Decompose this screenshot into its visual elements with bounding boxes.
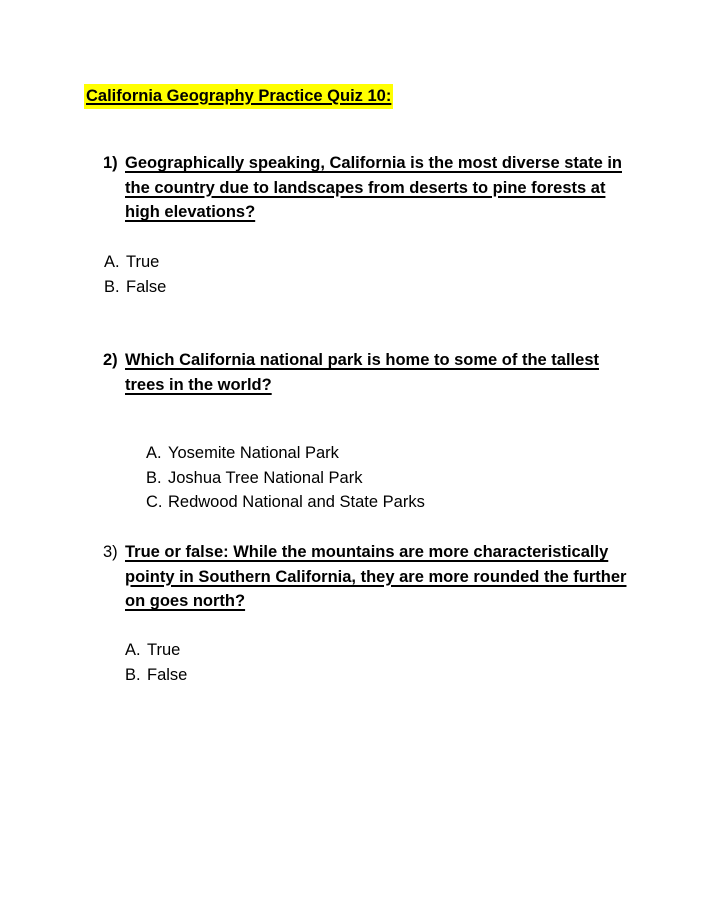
question-2 xyxy=(103,348,623,397)
question-text: Which California national park is home to some of the tallest trees in the world? xyxy=(125,351,599,394)
question-number: 2) xyxy=(103,351,118,369)
option-text: Joshua Tree National Park xyxy=(168,468,363,487)
answer-option xyxy=(104,275,166,300)
answer-option xyxy=(146,490,425,515)
question-1-options xyxy=(104,250,166,299)
option-text: True xyxy=(126,253,160,271)
option-letter: C. xyxy=(146,493,163,511)
question-2-options xyxy=(146,441,425,515)
option-letter: A. xyxy=(125,641,141,659)
question-3 xyxy=(103,540,643,614)
option-letter: A. xyxy=(104,253,120,271)
answer-option xyxy=(125,663,187,688)
question-3-options xyxy=(125,638,187,687)
answer-option xyxy=(104,250,166,275)
answer-option xyxy=(146,441,425,466)
question-number: 1) xyxy=(103,154,118,172)
option-letter: B. xyxy=(104,277,120,296)
option-letter: B. xyxy=(125,665,141,684)
option-text: Yosemite National Park xyxy=(168,444,339,462)
option-text: Redwood National and State Parks xyxy=(168,493,425,511)
answer-option xyxy=(146,466,425,491)
option-letter: A. xyxy=(146,444,162,462)
question-text: True or false: While the mountains are more characteristically pointy in Southern California, they are more rounded the further on goes north? xyxy=(125,543,627,610)
question-number: 3) xyxy=(103,543,118,561)
quiz-title: California Geography Practice Quiz 10: xyxy=(84,84,393,109)
option-text: False xyxy=(147,665,188,684)
option-text: False xyxy=(126,277,167,296)
question-1 xyxy=(103,151,623,225)
option-text: True xyxy=(147,641,181,659)
question-text: Geographically speaking, California is the most diverse state in the country due to landscapes from deserts to pine forests at high elevations? xyxy=(125,154,622,221)
option-letter: B. xyxy=(146,468,162,487)
answer-option xyxy=(125,638,187,663)
